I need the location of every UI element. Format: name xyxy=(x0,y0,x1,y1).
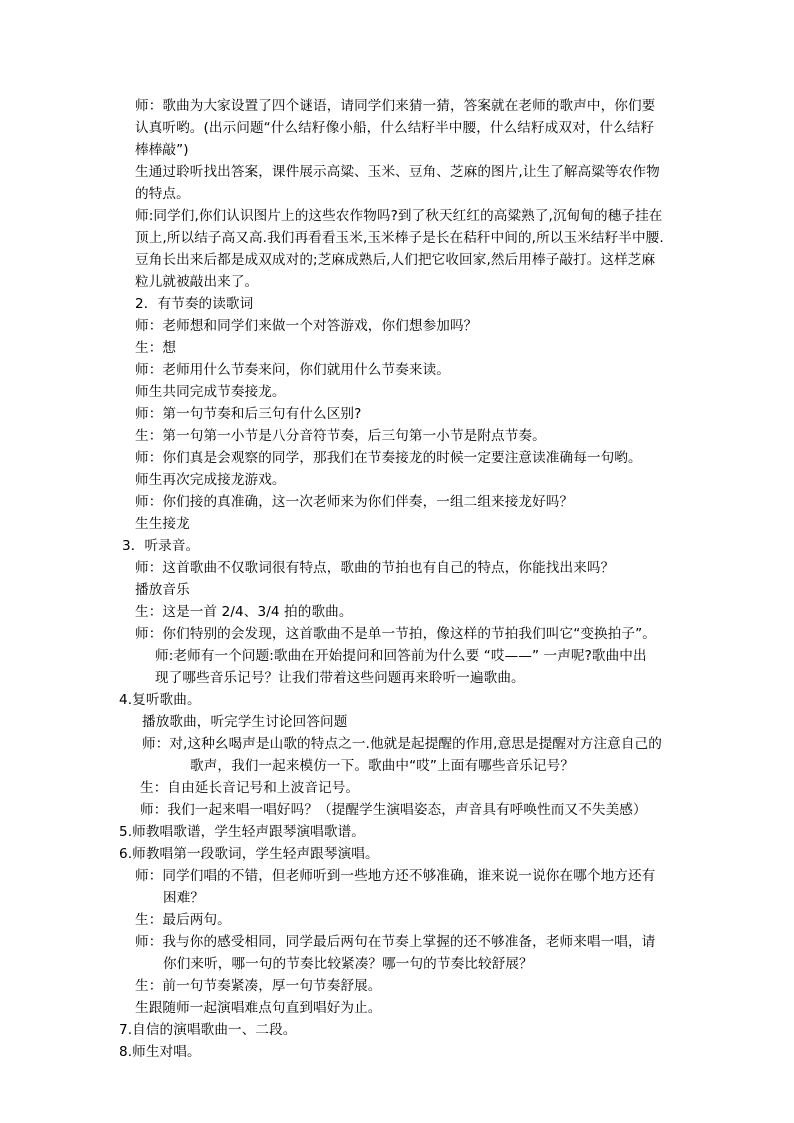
section-heading: 5.师教唱歌谱，学生轻声跟琴演唱歌谱。 xyxy=(119,824,365,840)
section-heading: 4.复听歌曲。 xyxy=(119,692,201,708)
text-line: 师：同学们唱的不错，但老师听到一些地方还不够准确，谁来说一说你在哪个地方还有 xyxy=(135,868,656,884)
text-line: 师：对,这种幺喝声是山歌的特点之一.他就是起提醒的作用,意思是提醒对方注意自己的 xyxy=(142,736,662,752)
text-line: 顶上,所以结子高又高.我们再看看玉米,玉米棒子是长在秸秆中间的,所以玉米结籽半中腰. xyxy=(135,230,664,246)
text-line: 播放音乐 xyxy=(135,582,190,598)
text-line: 师：第一句节奏和后三句有什么区别? xyxy=(135,406,362,422)
text-line: 师:同学们,你们认识图片上的这些农作物吗?到了秋天红红的高粱熟了,沉甸甸的穗子挂在 xyxy=(135,208,663,224)
text-line: 棒棒敲”) xyxy=(135,142,189,158)
section-heading: 6.师教唱第一段歌词，学生轻声跟琴演唱。 xyxy=(119,846,379,862)
text-line: 师生共同完成节奏接龙。 xyxy=(135,384,286,400)
text-line: 生：想 xyxy=(135,340,177,356)
text-line: 生：前一句节奏紧凑，厚一句节奏舒展。 xyxy=(135,978,382,994)
text-line: 师：老师用什么节奏来问，你们就用什么节奏来读。 xyxy=(135,362,450,378)
text-line: 生：最后两句。 xyxy=(135,912,231,928)
text-line: 生通过聆听找出答案，课件展示高粱、玉米、豆角、芝麻的图片,让生了解高粱等农作物 xyxy=(135,164,660,180)
section-heading: 3．听录音。 xyxy=(122,538,200,554)
text-line: 师：你们接的真准确，这一次老师来为你们伴奏，一组二组来接龙好吗？ xyxy=(135,494,574,510)
text-line: 师：歌曲为大家设置了四个谜语，请同学们来猜一猜，答案就在老师的歌声中，你们要 xyxy=(135,98,656,114)
text-line: 师：你们特别的会发现，这首歌曲不是单一节拍，像这样的节拍我们叫它“变换拍子”。 xyxy=(135,626,656,642)
text-line: 播放歌曲，听完学生讨论回答问题 xyxy=(142,714,348,730)
section-heading: 7.自信的演唱歌曲一、二段。 xyxy=(119,1022,297,1038)
text-line: 认真听哟。(出示问题“什么结籽像小船，什么结籽半中腰，什么结籽成双对，什么结籽 xyxy=(135,120,655,136)
text-line: 困难？ xyxy=(163,890,205,906)
section-heading: 2．有节奏的读歌词 xyxy=(135,296,254,312)
text-line: 师：老师想和同学们来做一个对答游戏，你们想参加吗？ xyxy=(135,318,478,334)
text-line: 粒儿就被敲出来了。 xyxy=(135,274,259,290)
text-line: 师：我与你的感受相同，同学最后两句在节奏上掌握的还不够准备，老师来唱一唱，请 xyxy=(135,934,656,950)
text-line: 豆角长出来后都是成双成对的;芝麻成熟后,人们把它收回家,然后用棒子敲打。这样芝麻 xyxy=(135,252,656,268)
text-line: 师：你们真是会观察的同学，那我们在节奏接龙的时候一定要注意读准确每一句哟。 xyxy=(135,450,642,466)
text-line: 现了哪些音乐记号？让我们带着这些问题再来聆听一遍歌曲。 xyxy=(155,670,525,686)
text-line: 生：这是一首 2/4、3/4 拍的歌曲。 xyxy=(135,604,353,620)
text-line: 的特点。 xyxy=(135,186,190,202)
text-line: 师:老师有一个问题:歌曲在开始提问和回答前为什么要 “哎——” 一声呢?歌曲中出 xyxy=(155,648,647,664)
text-line: 你们来听，哪一句的节奏比较紧凑？哪一句的节奏比较舒展？ xyxy=(163,956,533,972)
text-line: 师生再次完成接龙游戏。 xyxy=(135,472,286,488)
text-line: 生跟随师一起演唱难点句直到唱好为止。 xyxy=(135,1000,382,1016)
text-line: 歌声，我们一起来模仿一下。歌曲中“哎”上面有哪些音乐记号？ xyxy=(190,758,575,774)
section-heading: 8.师生对唱。 xyxy=(119,1044,201,1060)
text-line: 师：我们一起来唱一唱好吗？（提醒学生演唱姿态，声音具有呼唤性而又不失美感） xyxy=(140,802,647,818)
text-line: 生：自由延长音记号和上波音记号。 xyxy=(140,780,360,796)
text-line: 生：第一句第一小节是八分音符节奏，后三句第一小节是附点节奏。 xyxy=(135,428,546,444)
text-line: 生生接龙 xyxy=(135,516,190,532)
text-line: 师：这首歌曲不仅歌词很有特点，歌曲的节拍也有自己的特点，你能找出来吗？ xyxy=(135,560,615,576)
